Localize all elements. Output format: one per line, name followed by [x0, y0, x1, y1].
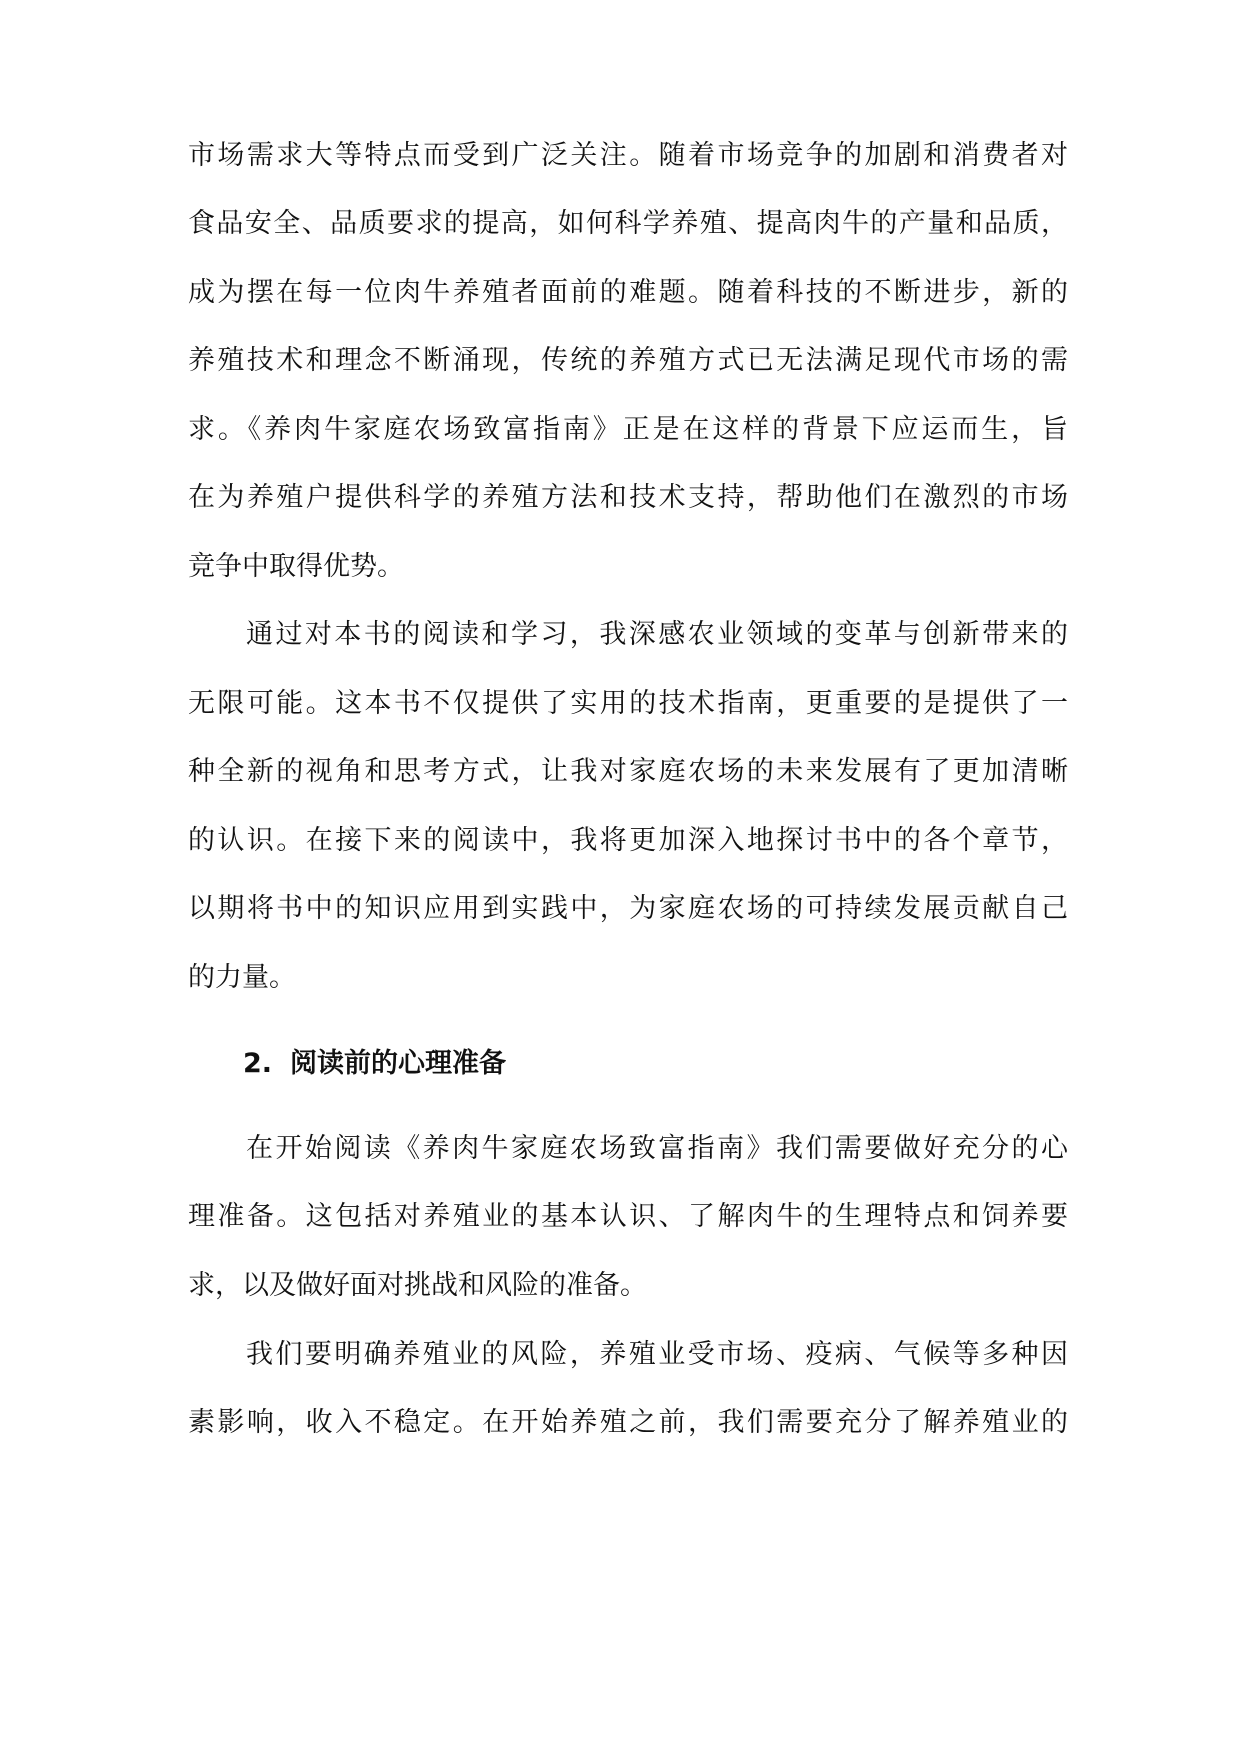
- section-paragraph-2-line-2: 素影响，收入不稳定。在开始养殖之前，我们需要充分了解养殖业的: [188, 1407, 1068, 1438]
- paragraph-2-line-3: 种全新的视角和思考方式，让我对家庭农场的未来发展有了更加清晰: [188, 756, 1068, 787]
- section-number: 2.: [243, 1048, 273, 1079]
- section-heading: [243, 1044, 506, 1084]
- paragraph-1-line-5: 求。《养肉牛家庭农场致富指南》正是在这样的背景下应运而生，旨: [188, 414, 1068, 445]
- paragraph-2-line-4: 的认识。在接下来的阅读中，我将更加深入地探讨书中的各个章节，: [188, 825, 1068, 856]
- paragraph-2-line-5: 以期将书中的知识应用到实践中，为家庭农场的可持续发展贡献自己: [188, 893, 1068, 924]
- section-paragraph-1-line-3: 求，以及做好面对挑战和风险的准备。: [188, 1270, 647, 1301]
- paragraph-1-line-1: 市场需求大等特点而受到广泛关注。随着市场竞争的加剧和消费者对: [188, 140, 1068, 171]
- section-title: 阅读前的心理准备: [290, 1048, 507, 1079]
- section-paragraph-2-line-1: 我们要明确养殖业的风险，养殖业受市场、疫病、气候等多种因: [246, 1339, 1068, 1370]
- section-paragraph-1-line-1: 在开始阅读《养肉牛家庭农场致富指南》我们需要做好充分的心: [246, 1133, 1068, 1164]
- paragraph-1-line-2: 食品安全、品质要求的提高，如何科学养殖、提高肉牛的产量和品质，: [188, 208, 1068, 239]
- paragraph-2-line-1: 通过对本书的阅读和学习，我深感农业领域的变革与创新带来的: [246, 619, 1068, 650]
- paragraph-1-line-6: 在为养殖户提供科学的养殖方法和技术支持，帮助他们在激烈的市场: [188, 482, 1068, 513]
- paragraph-2-line-6: 的力量。: [188, 962, 296, 993]
- paragraph-1-line-3: 成为摆在每一位肉牛养殖者面前的难题。随着科技的不断进步，新的: [188, 277, 1068, 308]
- paragraph-1-line-4: 养殖技术和理念不断涌现，传统的养殖方式已无法满足现代市场的需: [188, 345, 1068, 376]
- section-paragraph-1-line-2: 理准备。这包括对养殖业的基本认识、了解肉牛的生理特点和饲养要: [188, 1201, 1068, 1232]
- paragraph-1-line-7: 竞争中取得优势。: [188, 551, 404, 582]
- paragraph-2-line-2: 无限可能。这本书不仅提供了实用的技术指南，更重要的是提供了一: [188, 688, 1068, 719]
